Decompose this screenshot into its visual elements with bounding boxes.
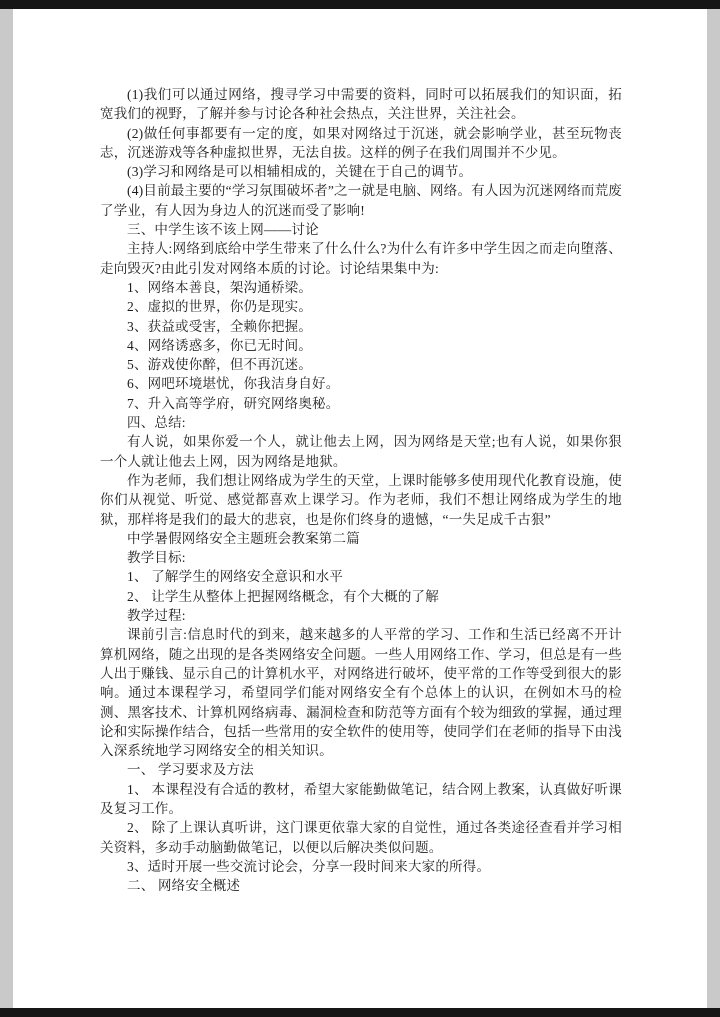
paragraph: 3、获益或受害，全赖你把握。 xyxy=(127,318,313,334)
paragraph: 4、网络诱惑多，你已无时间。 xyxy=(127,337,313,353)
paragraph: 2、虚拟的世界，你仍是现实。 xyxy=(127,299,313,315)
paragraph: 2、 除了上课认真听讲，这门课更依靠大家的自觉性，通过各类途径查看并学习相关资料，多动手动脑勤做笔记，以便以后解决类似问题。 xyxy=(100,820,622,855)
paragraph: 课前引言:信息时代的到来，越来越多的人平常的学习、工作和生活已经离不开计算机网络，随之出现的是各类网络安全问题。一些人用网络工作、学习，但总是有一些人出于赚钱、显示自己的计算机水平，对网络进行破坏，使平常的工作等受到很大的影响。通过本课程学习，希望同学们能对网络安全有个总体上的认识，在例如木马的检测、黑客技术、计算机网络病毒、漏洞检查和防范等方面有个较为细致的掌握，通过理论和实际操作结合，包括一些常用的安全软件的使用等，使同学们在老师的指导下由浅入深系统地学习网络安全的相关知识。 xyxy=(100,627,622,759)
paragraph: 7、升入高等学府，研究网络奥秘。 xyxy=(127,395,340,411)
paragraph: 三、中学生该不该上网——讨论 xyxy=(127,222,319,238)
paragraph: 四、总结: xyxy=(127,415,186,431)
paragraph: (1)我们可以通过网络，搜寻学习中需要的资料，同时可以拓展我们的知识面，拓宽我们的视野，了解并参与讨论各种社会热点，关注世界，关注社会。 xyxy=(100,87,622,122)
page-right-border xyxy=(707,9,720,1008)
paragraph: 2、 让学生从整体上把握网络概念，有个大概的了解 xyxy=(127,588,439,604)
page-bottom-border xyxy=(0,1008,720,1017)
paragraph: 作为老师，我们想让网络成为学生的天堂，上课时能够多使用现代化教育设施，使你们从视觉、听觉、感觉都喜欢上课学习。作为老师，我们不想让网络成为学生的地狱，那样将是我们的最大的悲哀，也是你们终身的遗憾，“一失足成千古狠” xyxy=(100,472,622,527)
paragraph: (4)目前最主要的“学习氛围破坏者”之一就是电脑、网络。有人因为沉迷网络而荒废了学业，有人因为身边人的沉迷而受了影响! xyxy=(100,183,622,218)
page-top-border xyxy=(0,0,720,9)
paragraph: 5、游戏使你醉，但不再沉迷。 xyxy=(127,357,313,373)
paragraph: 1、网络本善良，架沟通桥梁。 xyxy=(127,279,313,295)
paragraph: 1、 本课程没有合适的教材，希望大家能勤做笔记，结合网上教案，认真做好听课及复习工作。 xyxy=(100,781,622,816)
paragraph: 教学目标: xyxy=(127,550,186,566)
paragraph: 二、 网络安全概述 xyxy=(127,878,241,894)
paragraph: (2)做任何事都要有一定的度，如果对网络过于沉迷，就会影响学业，甚至玩物丧志，沉迷游戏等各种虚拟世界，无法自拔。这样的例子在我们周围并不少见。 xyxy=(100,125,622,160)
document-content xyxy=(13,9,707,1008)
paragraph: 中学暑假网络安全主题班会教案第二篇 xyxy=(127,530,360,546)
paragraph: 主持人:网络到底给中学生带来了什么什么?为什么有许多中学生因之而走向堕落、走向毁灭?由此引发对网络本质的讨论。讨论结果集中为: xyxy=(100,241,622,276)
paragraph: 3、适时开展一些交流讨论会，分享一段时间来大家的所得。 xyxy=(127,858,491,874)
page-left-border xyxy=(0,9,13,1008)
paragraph: 1、 了解学生的网络安全意识和水平 xyxy=(127,569,344,585)
paragraph: (3)学习和网络是可以相辅相成的，关键在于自己的调节。 xyxy=(127,164,473,180)
paragraph: 一、 学习要求及方法 xyxy=(127,762,254,778)
paragraph: 有人说，如果你爱一个人，就让他去上网，因为网络是天堂;也有人说，如果你狠一个人就让他去上网，因为网络是地狱。 xyxy=(100,434,622,469)
paragraph: 6、网吧环境堪忧，你我洁身自好。 xyxy=(127,376,340,392)
paragraph: 教学过程: xyxy=(127,608,186,624)
